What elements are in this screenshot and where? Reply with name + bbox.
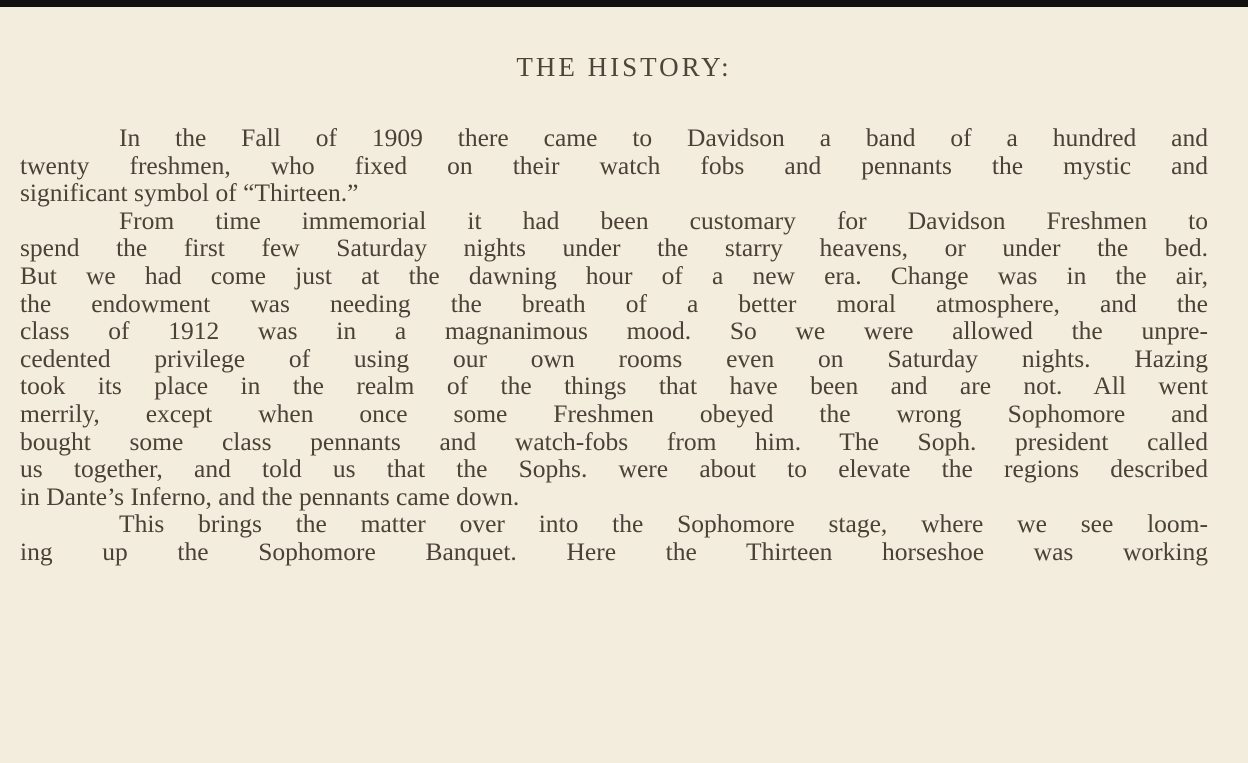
paragraph-2-line-2: spend the first few Saturday nights under the starry heavens, or under the bed. — [20, 233, 1208, 263]
top-border — [0, 0, 1248, 7]
body-text — [20, 124, 1208, 566]
paragraph-2-line-7: took its place in the realm of the things that have been and are not. All went — [20, 371, 1208, 401]
paragraph-1-line-1: In the Fall of 1909 there came to Davidson a band of a hundred and — [119, 123, 1208, 152]
page-title: THE HISTORY: — [516, 52, 732, 82]
paragraph-2-line-10: us together, and told us that the Sophs. were about to elevate the regions described — [20, 454, 1208, 484]
paragraph-1-line-3: significant symbol of “Thirteen.” — [20, 178, 359, 208]
paragraph-2-line-3: But we had come just at the dawning hour of a new era. Change was in the air, — [20, 260, 1208, 290]
document-page — [0, 7, 1248, 763]
paragraph-2-line-1: From time immemorial it had been customary for Davidson Freshmen to — [119, 205, 1208, 235]
paragraph-2-line-5: class of 1912 was in a magnanimous mood. So we were allowed the unpre- — [20, 316, 1208, 346]
paragraph-3-line-1: This brings the matter over into the Sophomore stage, where we see loom- — [119, 509, 1208, 539]
paragraph-2-line-9: bought some class pennants and watch-fobs from him. The Soph. president called — [20, 426, 1208, 456]
paragraph-2-line-4: the endowment was needing the breath of a better moral atmosphere, and the — [20, 288, 1208, 318]
paragraph-2-line-8: merrily, except when once some Freshmen obeyed the wrong Sophomore and — [20, 398, 1208, 428]
paragraph-2-line-11: in Dante’s Inferno, and the pennants came down. — [20, 481, 520, 511]
paragraph-1-line-2: twenty freshmen, who fixed on their watch fobs and pennants the mystic and — [20, 150, 1208, 180]
paragraph-2-line-6: cedented privilege of using our own rooms even on Saturday nights. Hazing — [20, 343, 1208, 373]
paragraph-3-line-2: ing up the Sophomore Banquet. Here the Thirteen horseshoe was working — [20, 536, 1208, 566]
